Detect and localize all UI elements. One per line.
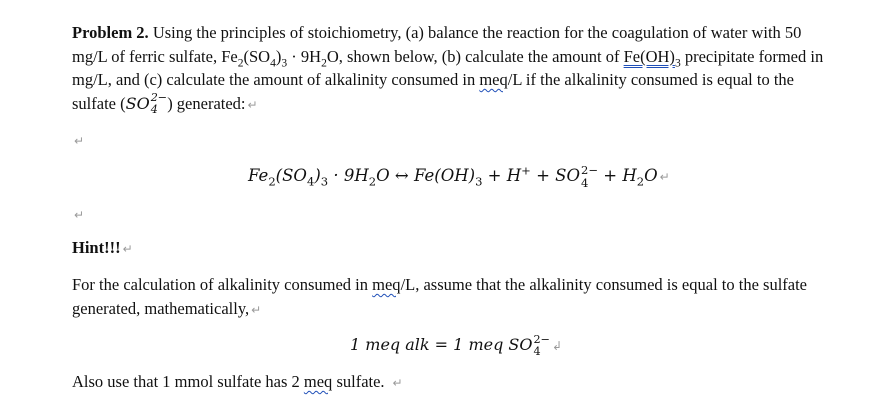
hint-heading: Hint!!! ↵: [72, 238, 133, 257]
paragraph-mark-icon: ↵: [247, 97, 258, 112]
paragraph-mark-icon: ↵: [251, 302, 262, 317]
problem-paragraph: Problem 2. Using the principles of stoichiometry, (a) balance the reaction for the coagulation of water with 50 mg/L of ferric sulfate, $Fe_2(SO_4)_3 \cdot 9H_2O$, shown below, (b) calculate the amount of $Fe(OH)_3$ precipitate formed in mg/L, and (c) calculate the amount of alkalinity consumed in meq/L if the alkalinity consumed is equal to the sulfate (SO 2− 4 ) generated: ↵: [72, 23, 824, 116]
meq-spellcheck-word: meq: [479, 70, 508, 89]
meq-spellcheck-word: meq: [372, 275, 401, 294]
meq-equation: 1 meq alk = 1 meq SO 2− 4 ↲: [350, 332, 563, 358]
empty-line: [72, 128, 828, 154]
paragraph-mark-icon: ↵: [392, 376, 403, 390]
fe-oh-term: Fe(OH): [623, 46, 675, 66]
paragraph-mark-icon: ↵: [74, 134, 85, 148]
paragraph-mark-icon: ↵: [74, 208, 85, 222]
meq-spellcheck-word: meq: [303, 372, 333, 391]
paragraph-mark-icon: ↲: [551, 339, 563, 353]
paragraph-mark-icon: ↵: [659, 170, 670, 184]
reaction-equation: $Fe_2(SO_4)_3 \cdot 9H_2O$ ↔ $Fe(OH)_3 + H^+$ + SO 2− 4 + $H_2O$ ↵: [248, 163, 670, 190]
sulfate-note-paragraph: Also use that 1 mmol sulfate has 2 meq sulfate. ↵: [72, 372, 403, 391]
empty-line: [72, 202, 828, 228]
paragraph-mark-icon: ↵: [122, 242, 133, 256]
sulfate-symbol: SO 2− 4: [125, 91, 168, 116]
alkalinity-paragraph: For the calculation of alkalinity consumed in meq/L, assume that the alkalinity consumed is equal to the sulfate generated, mathematically, ↵: [72, 275, 808, 318]
problem-label: Problem 2.: [72, 23, 149, 42]
